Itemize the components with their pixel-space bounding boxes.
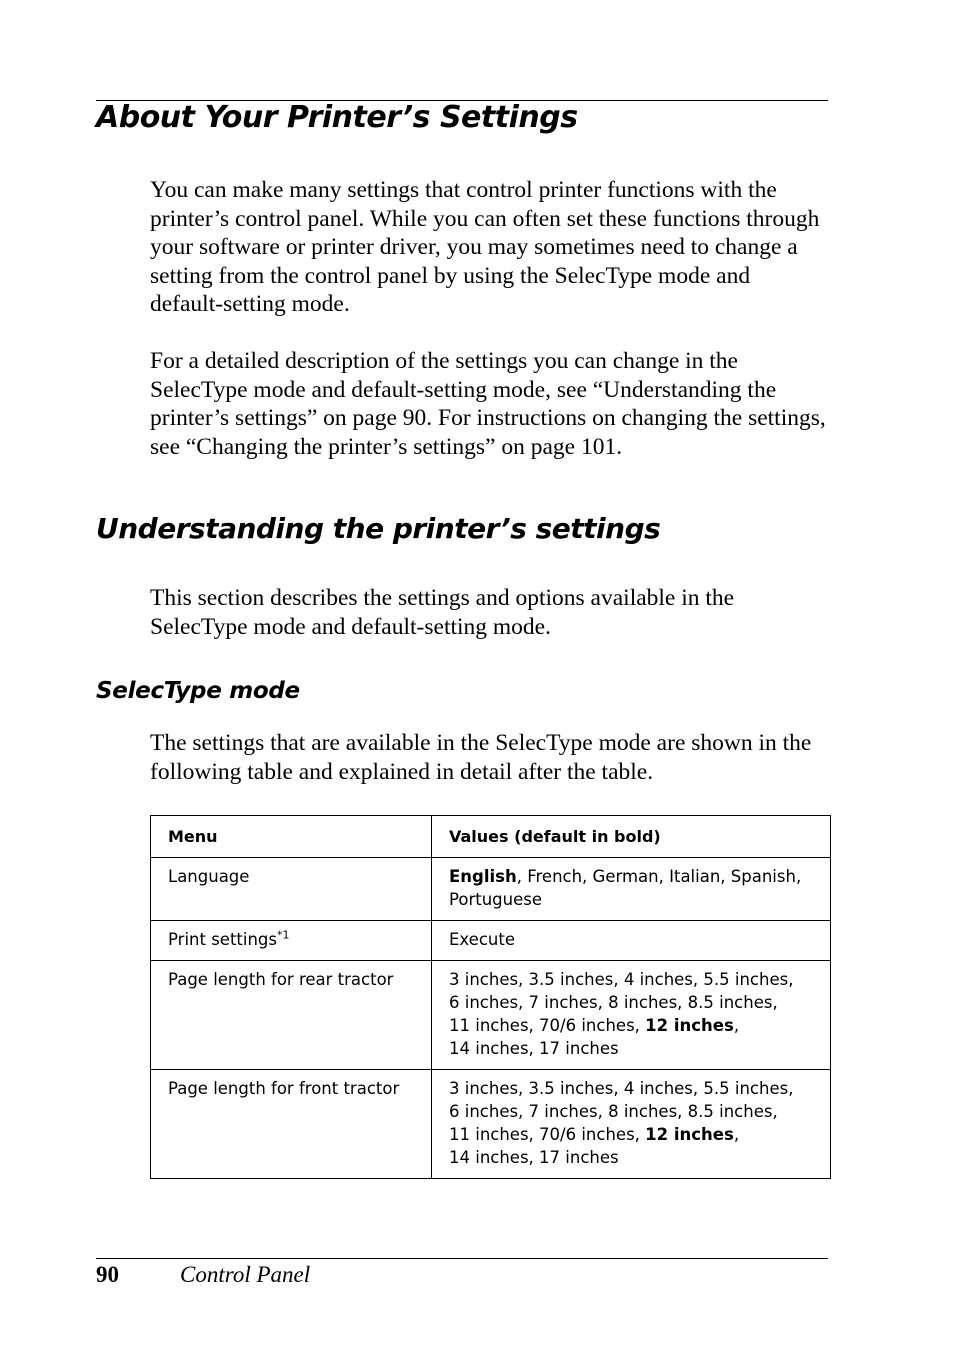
reference-paragraph: For a detailed description of the settings you can change in the SelecType mode and default-setting mode, see “Understanding the printer’s settings” on page 90. For instructions on changing the settings, see “Changing the printer’s settings” on page 101. — [150, 348, 826, 460]
chapter-title: Control Panel — [180, 1262, 311, 1287]
table-row — [151, 1070, 831, 1179]
intro-paragraph: You can make many settings that control printer functions with the printer’s control panel. While you can often set these functions through your software or printer driver, you may sometimes need to change a setting from the control panel by using the SelecType mode and default-setting mode. — [150, 177, 820, 318]
default-value: 12 inches — [645, 1125, 734, 1144]
header-menu: Menu — [151, 816, 432, 858]
page-title: About Your Printer’s Settings — [96, 100, 578, 135]
values-cell: Execute — [432, 921, 831, 961]
footnote-marker: *1 — [277, 928, 290, 942]
menu-cell: Page length for front tractor — [151, 1070, 432, 1179]
values-cell: 3 inches, 3.5 inches, 4 inches, 5.5 inches, 6 inches, 7 inches, 8 inches, 8.5 inches, 11 inches, 70/6 inches, 12 inches, 14 inches, 17 inches — [432, 961, 831, 1070]
table-row — [151, 921, 831, 961]
menu-cell: Print settings$^{*1}$ — [151, 921, 432, 961]
subsection-paragraph: This section describes the settings and options available in the SelecType mode and default-setting mode. — [150, 585, 735, 640]
table-header-row — [151, 816, 831, 858]
values-cell: English, French, German, Italian, Spanish, Portuguese — [432, 858, 831, 921]
settings-table — [150, 815, 831, 1179]
subsection-title: Understanding the printer’s settings — [96, 512, 661, 545]
values-cell: 3 inches, 3.5 inches, 4 inches, 5.5 inches, 6 inches, 7 inches, 8 inches, 8.5 inches, 11 inches, 70/6 inches, 12 inches, 14 inches, 17 inches — [432, 1070, 831, 1179]
table-row — [151, 858, 831, 921]
selectype-title: SelecType mode — [96, 678, 300, 704]
footer-rule — [96, 1258, 828, 1259]
page-number: 90 — [96, 1262, 119, 1287]
table-row — [151, 961, 831, 1070]
menu-cell: Language — [151, 858, 432, 921]
default-value: 12 inches — [645, 1016, 734, 1035]
default-value: English — [449, 867, 517, 886]
menu-cell: Page length for rear tractor — [151, 961, 432, 1070]
selectype-paragraph: The settings that are available in the SelecType mode are shown in the following table and explained in detail after the table. — [150, 730, 812, 785]
header-values: Values (default in bold) — [432, 816, 831, 858]
